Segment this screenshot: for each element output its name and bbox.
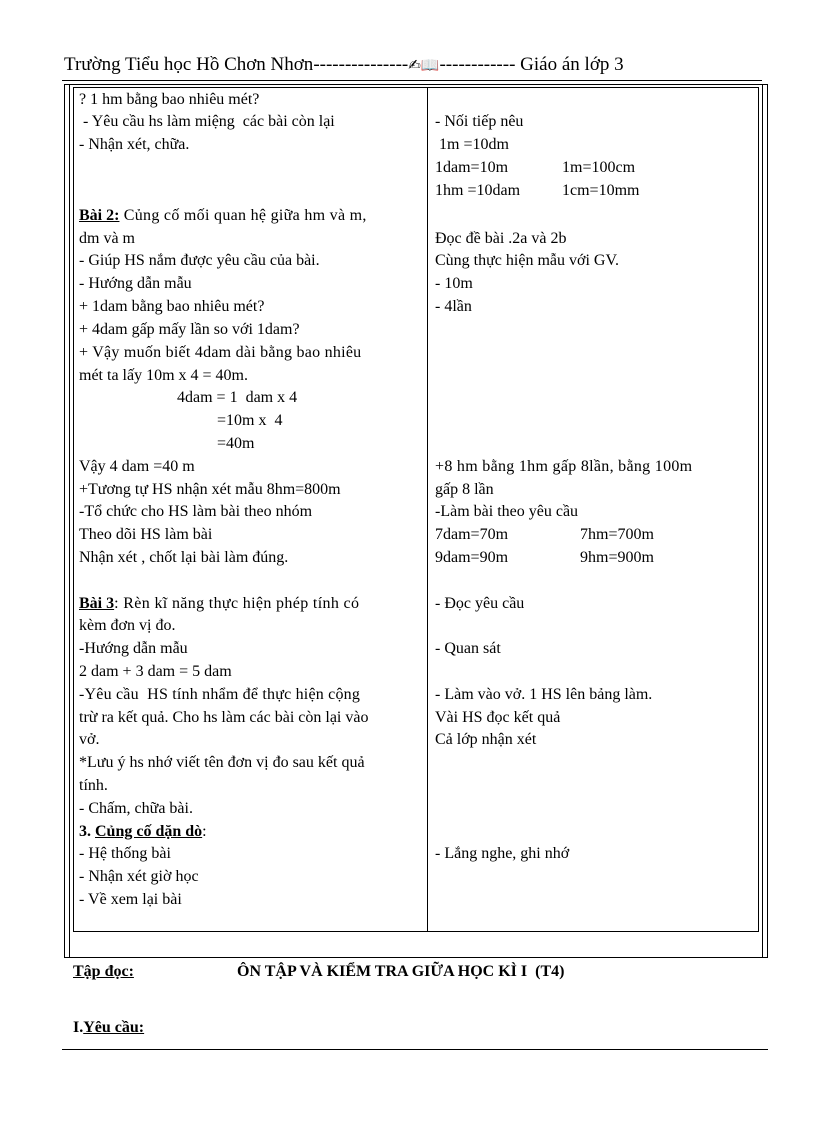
teacher-line: - Giúp HS nắm được yêu cầu của bài. [79, 252, 320, 269]
student-line: - Làm vào vở. 1 HS lên bảng làm. [435, 686, 653, 703]
teacher-line: ? 1 hm bằng bao nhiêu mét? [79, 91, 260, 108]
teacher-line: - Yêu cầu hs làm miệng các bài còn lại [79, 113, 335, 130]
calc-line: =40m [217, 435, 255, 452]
school-name: Trường Tiểu học Hồ Chơn Nhơn [64, 54, 314, 75]
student-line: 1m=100cm [562, 159, 636, 176]
student-line: -Làm bài theo yêu cầu [435, 503, 579, 520]
calc-line: 4dam = 1 dam x 4 [177, 389, 298, 406]
student-line: - Đọc yêu cầu [435, 595, 525, 612]
student-line: Cùng thực hiện mẫu với GV. [435, 252, 619, 269]
teacher-line: 2 dam + 3 dam = 5 dam [79, 663, 232, 680]
student-line: Đọc đề bài .2a và 2b [435, 230, 567, 247]
student-line: 7hm=700m [580, 526, 654, 543]
class-subject: Giáo án lớp 3 [520, 54, 624, 75]
student-line: - Lắng nghe, ghi nhớ [435, 845, 570, 862]
table-bottom-border [73, 931, 759, 932]
calc-line: =10m x 4 [217, 412, 283, 429]
teacher-line: Vậy 4 dam =40 m [79, 458, 195, 475]
section-3-title: Củng cố dặn dò [95, 823, 203, 840]
bai2-desc: Củng cố mối quan hệ giữa hm và m, [119, 207, 367, 224]
bai2-label: Bài 2: [79, 207, 120, 224]
requirements-title: Yêu cầu: [83, 1019, 145, 1036]
table-left-border [73, 87, 74, 932]
table-column-divider [427, 87, 428, 932]
teacher-line: -Hướng dẫn mẫu [79, 640, 188, 657]
teacher-line: kèm đơn vị đo. [79, 617, 176, 634]
student-line: - Quan sát [435, 640, 501, 657]
teacher-line: trừ ra kết quả. Cho hs làm các bài còn lại vào [79, 709, 369, 726]
section-3-number: 3. [79, 823, 95, 840]
teacher-line: mét ta lấy 10m x 4 = 40m. [79, 367, 248, 384]
page-header [64, 54, 624, 76]
tapdoc-text: Tập đọc: [73, 963, 134, 980]
teacher-line: + 1dam bằng bao nhiêu mét? [79, 298, 265, 315]
footer-rule [62, 1049, 768, 1050]
frame-bottom [64, 957, 768, 958]
teacher-line: -Yêu cầu HS tính nhẩm để thực hiện cộng [79, 686, 361, 703]
bai3-heading [79, 592, 359, 615]
student-line: 1hm =10dam [435, 182, 521, 199]
teacher-line: - Nhận xét, chữa. [79, 136, 190, 153]
lesson-title: ÔN TẬP VÀ KIỂM TRA GIỮA HỌC KÌ I (T4) [237, 963, 565, 980]
book-pen-icon: ✍📖 [408, 56, 440, 74]
table-right-border [758, 87, 759, 932]
teacher-line: vở. [79, 731, 100, 748]
teacher-line: - Chấm, chữa bài. [79, 800, 193, 817]
teacher-line: - Hướng dẫn mẫu [79, 275, 192, 292]
bai3-desc: : Rèn kĩ năng thực hiện phép tính có [114, 595, 360, 612]
teacher-line: -Tổ chức cho HS làm bài theo nhóm [79, 503, 313, 520]
teacher-line: *Lưu ý hs nhớ viết tên đơn vị đo sau kết quả [79, 754, 365, 771]
student-line: - 4lần [435, 298, 472, 315]
header-dashes-left: --------------- [313, 54, 409, 75]
bai3-label: Bài 3 [79, 595, 115, 612]
student-line: gấp 8 lần [435, 481, 494, 498]
bai2-heading [79, 204, 419, 227]
header-rule [62, 80, 762, 81]
teacher-line: dm và m [79, 230, 135, 247]
tapdoc-label [73, 960, 134, 983]
frame-left-outer [64, 84, 65, 958]
teacher-line: tính. [79, 777, 108, 794]
requirements-heading [73, 1016, 144, 1039]
requirements-number: I. [73, 1019, 84, 1036]
teacher-line: - Về xem lại bài [79, 891, 182, 908]
student-line: +8 hm bằng 1hm gấp 8lần, bằng 100m [435, 458, 693, 475]
section-3-colon: : [202, 823, 207, 840]
student-line: 1dam=10m [435, 159, 509, 176]
student-line: 1m =10dm [435, 136, 509, 153]
teacher-line: + 4dam gấp mấy lần so với 1dam? [79, 321, 300, 338]
student-line: 7dam=70m [435, 526, 509, 543]
student-line: - Nối tiếp nêu [435, 113, 524, 130]
header-dashes-right: ------------ [439, 54, 516, 75]
teacher-line: Theo dõi HS làm bài [79, 526, 213, 543]
teacher-line: - Hệ thống bài [79, 845, 171, 862]
frame-right-outer [767, 84, 768, 958]
teacher-line: + Vậy muốn biết 4dam dài bằng bao nhiêu [79, 344, 362, 361]
section-3-heading [79, 820, 207, 843]
frame-top [64, 84, 768, 85]
teacher-line: +Tương tự HS nhận xét mẫu 8hm=800m [79, 481, 341, 498]
student-line: 1cm=10mm [562, 182, 640, 199]
student-line: 9hm=900m [580, 549, 654, 566]
frame-right-inner [762, 84, 763, 958]
student-line: Vài HS đọc kết quả [435, 709, 561, 726]
teacher-line: Nhận xét , chốt lại bài làm đúng. [79, 549, 289, 566]
student-line: Cả lớp nhận xét [435, 731, 537, 748]
frame-left-inner [69, 84, 70, 958]
teacher-line: - Nhận xét giờ học [79, 868, 199, 885]
student-line: 9dam=90m [435, 549, 509, 566]
student-line: - 10m [435, 275, 473, 292]
